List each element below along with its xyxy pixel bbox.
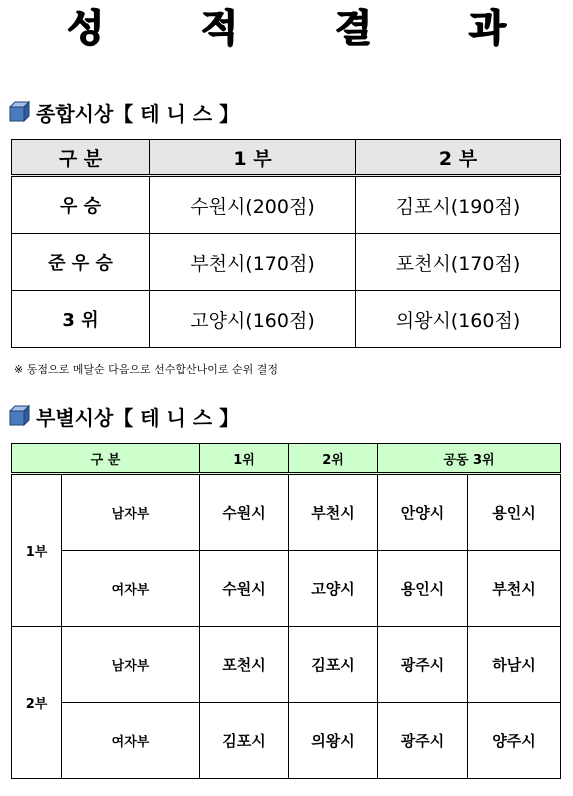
table-row	[12, 176, 561, 234]
table-cell: 하남시	[468, 627, 561, 703]
rank-label: 준 우 승	[12, 234, 150, 291]
table-cell: 포천시(170점)	[356, 234, 561, 291]
table-cell: 의왕시	[289, 703, 378, 779]
column-header: 1위	[200, 444, 289, 474]
table-cell: 김포시	[200, 703, 289, 779]
table-header-row	[12, 140, 561, 176]
table-cell: 부천시(170점)	[150, 234, 356, 291]
table-cell: 광주시	[378, 703, 468, 779]
table-cell: 김포시	[289, 627, 378, 703]
category-label: 여자부	[62, 551, 200, 627]
division-section-heading	[8, 403, 239, 429]
page-title: 성 적 결 과	[67, 6, 548, 50]
column-header: 구 분	[12, 140, 150, 176]
cube-icon	[8, 405, 30, 427]
table-cell: 용인시	[378, 551, 468, 627]
division-heading-label: 부별시상【 테 니 스 】	[36, 405, 240, 430]
division-results-table	[11, 443, 561, 779]
column-header: 2 부	[356, 140, 561, 176]
column-header: 구 분	[12, 444, 200, 474]
overall-results-table	[11, 139, 561, 348]
table-row	[12, 703, 561, 779]
table-cell: 포천시	[200, 627, 289, 703]
rank-label: 우 승	[12, 176, 150, 234]
category-label: 남자부	[62, 627, 200, 703]
table-row	[12, 627, 561, 703]
table-cell: 수원시(200점)	[150, 176, 356, 234]
table-cell: 부천시	[289, 474, 378, 551]
overall-heading-label: 종합시상【 테 니 스 】	[36, 101, 240, 126]
category-label: 남자부	[62, 474, 200, 551]
division-group-label: 1부	[12, 474, 62, 627]
ranking-note: ※ 동점으로 메달순 다음으로 선수합산나이로 순위 결정	[14, 363, 278, 376]
table-header-row	[12, 444, 561, 474]
table-cell: 수원시	[200, 551, 289, 627]
category-label: 여자부	[62, 703, 200, 779]
column-header: 공동 3위	[378, 444, 561, 474]
table-cell: 용인시	[468, 474, 561, 551]
table-row	[12, 474, 561, 551]
rank-label: 3 위	[12, 291, 150, 348]
column-header: 1 부	[150, 140, 356, 176]
column-header: 2위	[289, 444, 378, 474]
table-cell: 양주시	[468, 703, 561, 779]
table-cell: 광주시	[378, 627, 468, 703]
table-cell: 고양시	[289, 551, 378, 627]
table-row	[12, 234, 561, 291]
table-cell: 안양시	[378, 474, 468, 551]
table-row	[12, 551, 561, 627]
table-cell: 수원시	[200, 474, 289, 551]
division-group-label: 2부	[12, 627, 62, 779]
table-cell: 고양시(160점)	[150, 291, 356, 348]
table-cell: 김포시(190점)	[356, 176, 561, 234]
table-cell: 부천시	[468, 551, 561, 627]
table-cell: 의왕시(160점)	[356, 291, 561, 348]
overall-section-heading	[8, 99, 239, 125]
cube-icon	[8, 101, 30, 123]
table-row	[12, 291, 561, 348]
